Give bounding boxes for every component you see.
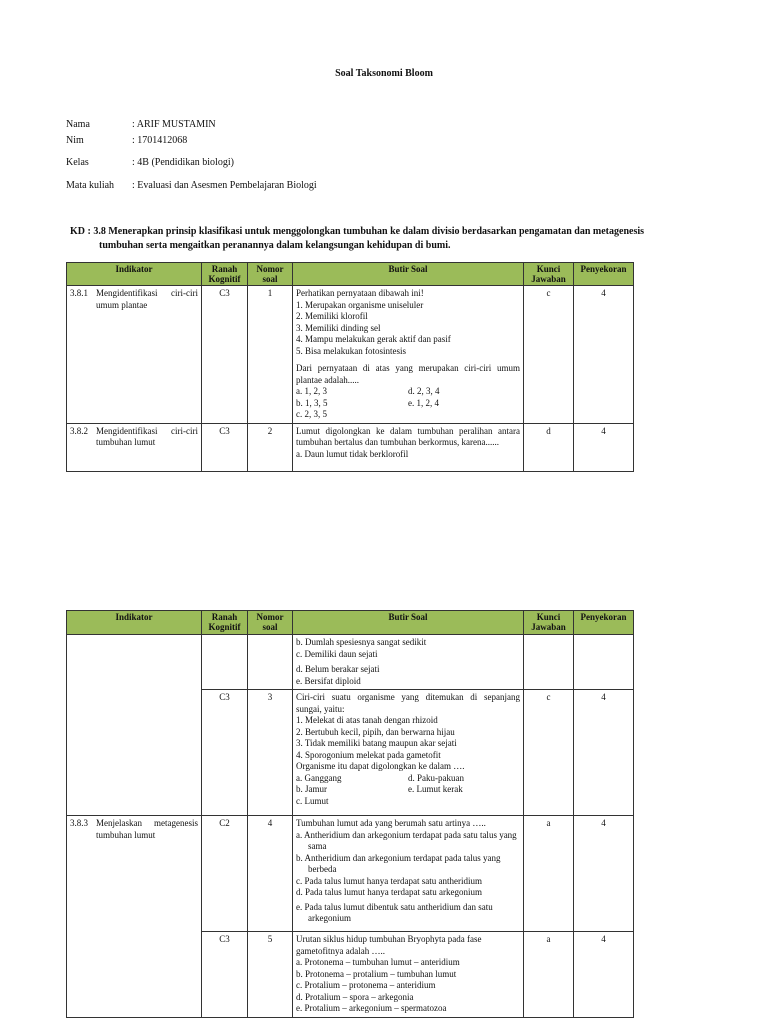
- option-b: b. Jamur: [296, 784, 327, 794]
- option-b: b. Protonema – protalium – tumbuhan lumut: [296, 968, 457, 979]
- indikator-cell: [67, 423, 202, 471]
- statement-item: 2. Memiliki klorofil: [296, 311, 368, 321]
- statement-item: 1. Merupakan organisme uniseluler: [296, 299, 424, 310]
- header-indikator: Indikator: [67, 611, 202, 635]
- ranah-cell: [202, 635, 248, 690]
- table-row: [67, 932, 634, 1018]
- option-a: a. Ganggang: [296, 772, 342, 783]
- header-kunci: Kunci Jawaban: [524, 611, 574, 635]
- nomor-cell: 4: [248, 816, 293, 932]
- options-row: [296, 773, 520, 785]
- question-text: Urutan siklus hidup tumbuhan Bryophyta pada fase gametofitnya adalah …..: [296, 934, 482, 956]
- ranah-cell: C3: [202, 286, 248, 424]
- option-d: d. Pada talus lumut hanya terdapat satu arkegonium: [296, 887, 482, 897]
- kunci-cell: d: [524, 423, 574, 471]
- option-d: d. Protalium – spora – arkegonia: [296, 991, 414, 1002]
- kunci-cell: a: [524, 932, 574, 1018]
- option-d: d. Belum berakar sejati: [296, 664, 380, 674]
- header-ranah: Ranah Kognitif: [202, 611, 248, 635]
- option-b: b. Antheridium dan arkegonium terdapat pada talus yang berbeda: [296, 852, 501, 874]
- table-row: [67, 423, 634, 471]
- identity-label: Nama: [66, 119, 90, 130]
- butir-cell: [293, 286, 524, 424]
- butir-cell: [293, 932, 524, 1018]
- table-row: [67, 690, 634, 816]
- table-row: [67, 816, 634, 932]
- header-butir: Butir Soal: [293, 611, 524, 635]
- kunci-cell: [524, 635, 574, 690]
- statement-item: 2. Bertubuh kecil, pipih, dan berwarna hijau: [296, 726, 455, 737]
- skor-cell: 4: [574, 816, 634, 932]
- option-a: a. 1, 2, 3: [296, 386, 327, 396]
- option-e: e. Lumut kerak: [408, 784, 463, 794]
- header-kunci: Kunci Jawaban: [524, 263, 574, 286]
- header-nomor: Nomor soal: [248, 263, 293, 286]
- question-text: Lumut digolongkan ke dalam tumbuhan peralihan antara tumbuhan bertalus dan tumbuhan berkormus, karena......: [296, 425, 520, 447]
- identity-row-mata-kuliah: [66, 180, 317, 191]
- kunci-cell: a: [524, 816, 574, 932]
- header-ranah: Ranah Kognitif: [202, 263, 248, 286]
- identity-value: : 1701412068: [132, 135, 188, 146]
- nomor-cell: 2: [248, 423, 293, 471]
- options-row: [296, 386, 520, 398]
- indikator-cell: [67, 635, 202, 690]
- option-a: a. Antheridium dan arkegonium terdapat pada satu talus yang sama: [296, 829, 517, 851]
- identity-label: Mata kuliah: [66, 180, 115, 191]
- option-a: a. Protonema – tumbuhan lumut – anteridium: [296, 957, 460, 967]
- indikator-number: 3.8.1: [70, 288, 88, 298]
- option-a: a. Daun lumut tidak berklorofil: [296, 448, 409, 459]
- header-nomor: Nomor soal: [248, 611, 293, 635]
- butir-cell: [293, 423, 524, 471]
- option-e: e. Pada talus lumut dibentuk satu antheridium dan satu arkegonium: [296, 901, 493, 923]
- nomor-cell: 3: [248, 690, 293, 816]
- statement-item: 4. Sporogonium melekat pada gametofit: [296, 749, 441, 760]
- identity-value: : Evaluasi dan Asesmen Pembelajaran Biologi: [132, 180, 317, 191]
- question-text: Tumbuhan lumut ada yang berumah satu artinya …..: [296, 818, 486, 828]
- skor-cell: 4: [574, 286, 634, 424]
- question-text: Dari pernyataan di atas yang merupakan ciri-ciri umum plantae adalah.....: [296, 363, 520, 385]
- nomor-cell: 5: [248, 932, 293, 1018]
- question-table-page-2: [66, 610, 634, 1018]
- kunci-cell: c: [524, 286, 574, 424]
- question-text: Ciri-ciri suatu organisme yang ditemukan di sepanjang sungai, yaitu:: [296, 692, 520, 714]
- nomor-cell: [248, 635, 293, 690]
- options-row: [296, 784, 520, 796]
- indikator-cell: [67, 932, 202, 1018]
- ranah-cell: C2: [202, 816, 248, 932]
- header-indikator: Indikator: [67, 263, 202, 286]
- table-header: [67, 263, 634, 286]
- identity-label: Nim: [66, 135, 84, 146]
- statement-item: 1. Melekat di atas tanah dengan rhizoid: [296, 715, 438, 725]
- option-e: e. Bersifat diploid: [296, 675, 361, 686]
- options-row: [296, 398, 520, 410]
- option-c: c. Protalium – protonema – anteridium: [296, 980, 436, 990]
- question-intro: Perhatikan pernyataan dibawah ini!: [296, 288, 424, 298]
- option-b: b. 1, 3, 5: [296, 397, 328, 408]
- butir-cell: [293, 635, 524, 690]
- identity-label: Kelas: [66, 157, 89, 168]
- document-title: Soal Taksonomi Bloom: [335, 68, 433, 79]
- statement-item: 3. Tidak memiliki batang maupun akar sejati: [296, 738, 457, 748]
- option-b: b. Dumlah spesiesnya sangat sedikit: [296, 637, 427, 647]
- identity-row-kelas: [66, 157, 234, 168]
- question-table-page-1: [66, 262, 634, 472]
- kd-line-2: tumbuhan serta mengaitkan peranannya dalam kelangsungan kehidupan di bumi.: [99, 240, 451, 251]
- indikator-text: Mengidentifikasi ciri-ciri tumbuhan lumut: [96, 425, 198, 447]
- statement-item: 5. Bisa melakukan fotosintesis: [296, 345, 406, 356]
- kunci-cell: c: [524, 690, 574, 816]
- option-e: e. Protalium – arkegonium – spermatozoa: [296, 1003, 447, 1013]
- indikator-text: Mengidentifikasi ciri-ciri umum plantae: [96, 288, 198, 310]
- identity-row-nama: [66, 119, 216, 130]
- table-row: [67, 286, 634, 424]
- option-e: e. 1, 2, 4: [408, 397, 439, 408]
- option-c: c. Pada talus lumut hanya terdapat satu antheridium: [296, 875, 482, 886]
- indikator-cell: [67, 286, 202, 424]
- indikator-cell: [67, 690, 202, 816]
- ranah-cell: C3: [202, 690, 248, 816]
- skor-cell: 4: [574, 932, 634, 1018]
- skor-cell: 4: [574, 690, 634, 816]
- skor-cell: 4: [574, 423, 634, 471]
- indikator-text: Menjelaskan metagenesis tumbuhan lumut: [96, 818, 198, 840]
- ranah-cell: C3: [202, 932, 248, 1018]
- nomor-cell: 1: [248, 286, 293, 424]
- kd-line-1: KD : 3.8 Menerapkan prinsip klasifikasi untuk menggolongkan tumbuhan ke dalam divisio berdasarkan pengamatan dan metagenesis: [70, 226, 645, 237]
- indikator-number: 3.8.3: [70, 818, 88, 828]
- option-c: c. Demiliki daun sejati: [296, 648, 378, 659]
- header-skor: Penyekoran: [574, 263, 634, 286]
- identity-row-nim: [66, 135, 187, 146]
- table-row: [67, 635, 634, 690]
- question-ask: Organisme itu dapat digolongkan ke dalam ….: [296, 761, 465, 771]
- option-d: d. 2, 3, 4: [408, 386, 440, 396]
- butir-cell: [293, 816, 524, 932]
- identity-value: : 4B (Pendidikan biologi): [132, 157, 234, 168]
- header-butir: Butir Soal: [293, 263, 524, 286]
- skor-cell: [574, 635, 634, 690]
- table-header: [67, 611, 634, 635]
- option-d: d. Paku-pakuan: [408, 772, 464, 783]
- butir-cell: [293, 690, 524, 816]
- header-skor: Penyekoran: [574, 611, 634, 635]
- indikator-number: 3.8.2: [70, 425, 88, 436]
- indikator-cell: [67, 816, 202, 932]
- statement-item: 3. Memiliki dinding sel: [296, 322, 381, 333]
- option-c: c. Lumut: [296, 795, 329, 806]
- kd-statement: [70, 225, 710, 253]
- identity-value: : ARIF MUSTAMIN: [132, 119, 216, 130]
- statement-item: 4. Mampu melakukan gerak aktif dan pasif: [296, 334, 451, 344]
- option-c: c. 2, 3, 5: [296, 409, 327, 419]
- ranah-cell: C3: [202, 423, 248, 471]
